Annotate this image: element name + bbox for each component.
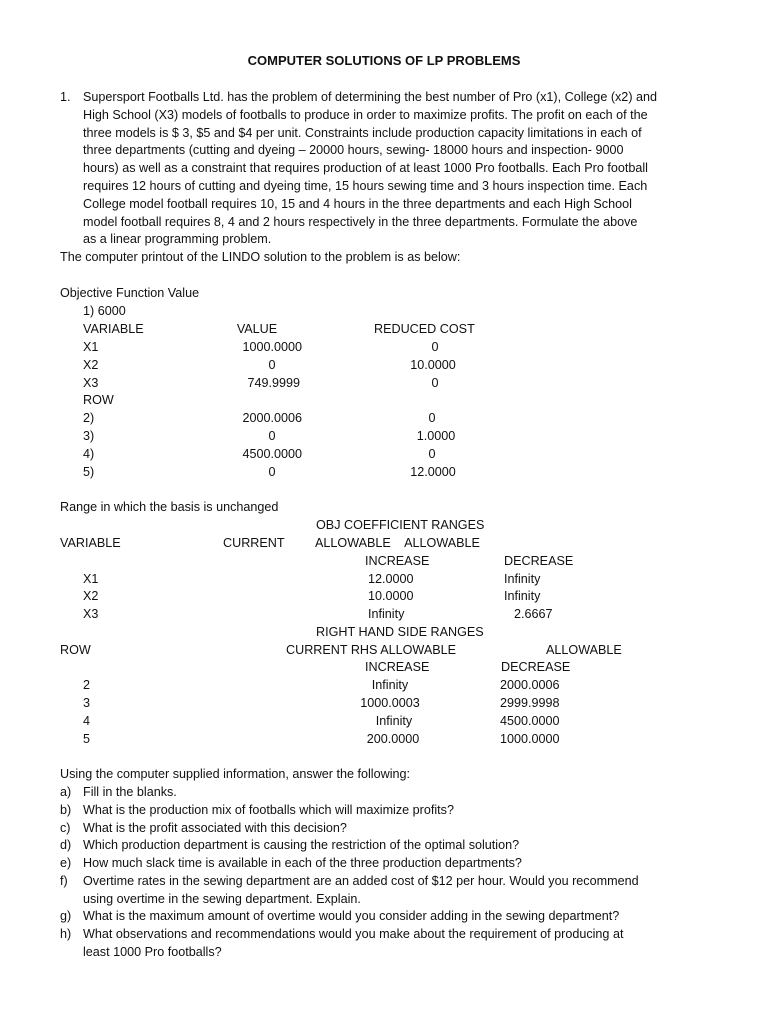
question-text: What is the production mix of footballs which will maximize profits? [83,803,454,817]
row-reduced-cost: 12.0000 [410,465,456,479]
obj-range-variable: X1 [83,572,99,586]
row-reduced-cost: 0 [428,447,436,461]
problem-statement [83,89,733,249]
rhs-range-decrease: 2000.0006 [500,678,560,692]
question-text: What is the maximum amount of overtime would you consider adding in the sewing department? [83,909,620,923]
row-value: 0 [268,429,276,443]
problem-line: as a linear programming problem. [83,232,272,247]
rhs-ranges-heading: RIGHT HAND SIDE RANGES [316,625,484,639]
problem-line: three models is $ 3, $5 and $4 per unit. Constraints include production capacity limitations in each of [83,125,642,140]
rhs-range-increase: 200.0000 [366,732,420,746]
obj-range-decrease: Infinity [504,589,541,603]
row-name: 4) [83,447,95,461]
question-label: e) [60,856,72,870]
obj-range-decrease: Infinity [504,572,541,586]
question-label: f) [60,874,68,888]
variable-value: 749.9999 [247,376,300,390]
objective-value: 1) 6000 [83,304,126,318]
problem-line: hours) as well as a constraint that requires production of at least 1000 Pro footballs. Each Pro football [83,161,648,176]
question-text: What is the profit associated with this decision? [83,821,347,835]
col-header-decrease: DECREASE [504,554,574,568]
row-name: 2) [83,411,95,425]
col-header-current: CURRENT [223,536,285,550]
obj-range-increase: Infinity [368,607,405,621]
variable-name: X2 [83,358,99,372]
question-text: using overtime in the sewing department. Explain. [83,892,361,906]
obj-range-increase: 12.0000 [368,572,414,586]
rhs-range-row: 4 [83,714,91,728]
variable-name: X1 [83,340,99,354]
rhs-range-decrease: 4500.0000 [500,714,560,728]
rhs-range-row: 3 [83,696,91,710]
col-header-decrease: DECREASE [501,660,571,674]
row-name: 3) [83,429,95,443]
col-header-variable: VARIABLE [60,536,121,550]
printout-intro: The computer printout of the LINDO solution to the problem is as below: [60,250,461,264]
col-header-variable: VARIABLE [83,322,144,336]
question-text: How much slack time is available in each of the three production departments? [83,856,522,870]
problem-line: requires 12 hours of cutting and dyeing time, 15 hours sewing time and 3 hours inspection time. Each [83,178,648,193]
row-value: 4500.0000 [242,447,302,461]
variable-reduced-cost: 0 [431,376,439,390]
row-value: 0 [268,465,276,479]
ranges-heading: Range in which the basis is unchanged [60,500,279,514]
rhs-range-decrease: 1000.0000 [500,732,560,746]
col-header-value: VALUE [236,322,278,336]
col-header-allowable-pair: ALLOWABLE ALLOWABLE [315,536,480,550]
rhs-range-decrease: 2999.9998 [500,696,560,710]
rhs-range-increase: Infinity [375,714,413,728]
col-header-allowable: ALLOWABLE [546,643,622,657]
question-text: least 1000 Pro footballs? [83,945,222,959]
variable-reduced-cost: 0 [431,340,439,354]
variable-name: X3 [83,376,99,390]
question-text: Fill in the blanks. [83,785,177,799]
variable-value: 1000.0000 [242,340,302,354]
objective-heading: Objective Function Value [60,286,200,300]
question-label: h) [60,927,72,941]
row-name: 5) [83,465,95,479]
question-text: What observations and recommendations would you make about the requirement of producing at [83,927,624,941]
question-text: Which production department is causing the restriction of the optimal solution? [83,838,520,852]
rhs-range-increase: Infinity [371,678,409,692]
obj-range-variable: X3 [83,607,99,621]
problem-line: College model football requires 10, 15 and 4 hours in the three departments and each High School [83,196,632,211]
page-title: COMPUTER SOLUTIONS OF LP PROBLEMS [247,53,521,68]
variable-reduced-cost: 10.0000 [410,358,456,372]
question-label: a) [60,785,72,799]
obj-range-increase: 10.0000 [368,589,414,603]
question-label: g) [60,909,72,923]
problem-line: Supersport Footballs Ltd. has the problem of determining the best number of Pro (x1), College (x2) and [83,90,658,104]
question-label: c) [60,821,71,835]
col-header-row: ROW [60,643,91,657]
questions-intro: Using the computer supplied information, answer the following: [60,767,411,781]
col-header-reduced-cost: REDUCED COST [374,322,475,336]
row-label: ROW [83,393,114,407]
row-value: 2000.0006 [242,411,302,425]
rhs-range-row: 2 [83,678,91,692]
question-label: d) [60,838,72,852]
question-text: Overtime rates in the sewing department are an added cost of $12 per hour. Would you recommend [83,874,639,888]
col-header-increase: INCREASE [365,660,430,674]
problem-line: High School (X3) models of footballs to produce in order to maximize profits. The profit on each of the [83,107,648,122]
obj-range-decrease: 2.6667 [514,607,553,621]
problem-number: 1. [60,90,71,104]
row-reduced-cost: 1.0000 [416,429,456,443]
problem-line: three departments (cutting and dyeing – 20000 hours, sewing- 18000 hours and inspection- 9000 [83,143,624,158]
rhs-range-increase: 1000.0003 [360,696,420,710]
variable-value: 0 [268,358,276,372]
col-header-current-rhs: CURRENT RHS ALLOWABLE [286,643,457,657]
obj-coefficient-ranges-heading: OBJ COEFFICIENT RANGES [316,518,485,532]
obj-range-variable: X2 [83,589,99,603]
question-label: b) [60,803,72,817]
rhs-range-row: 5 [83,732,91,746]
row-reduced-cost: 0 [428,411,436,425]
problem-line: model football requires 8, 4 and 2 hours respectively in the three departments. Formulate the above [83,214,638,229]
col-header-increase: INCREASE [365,554,430,568]
